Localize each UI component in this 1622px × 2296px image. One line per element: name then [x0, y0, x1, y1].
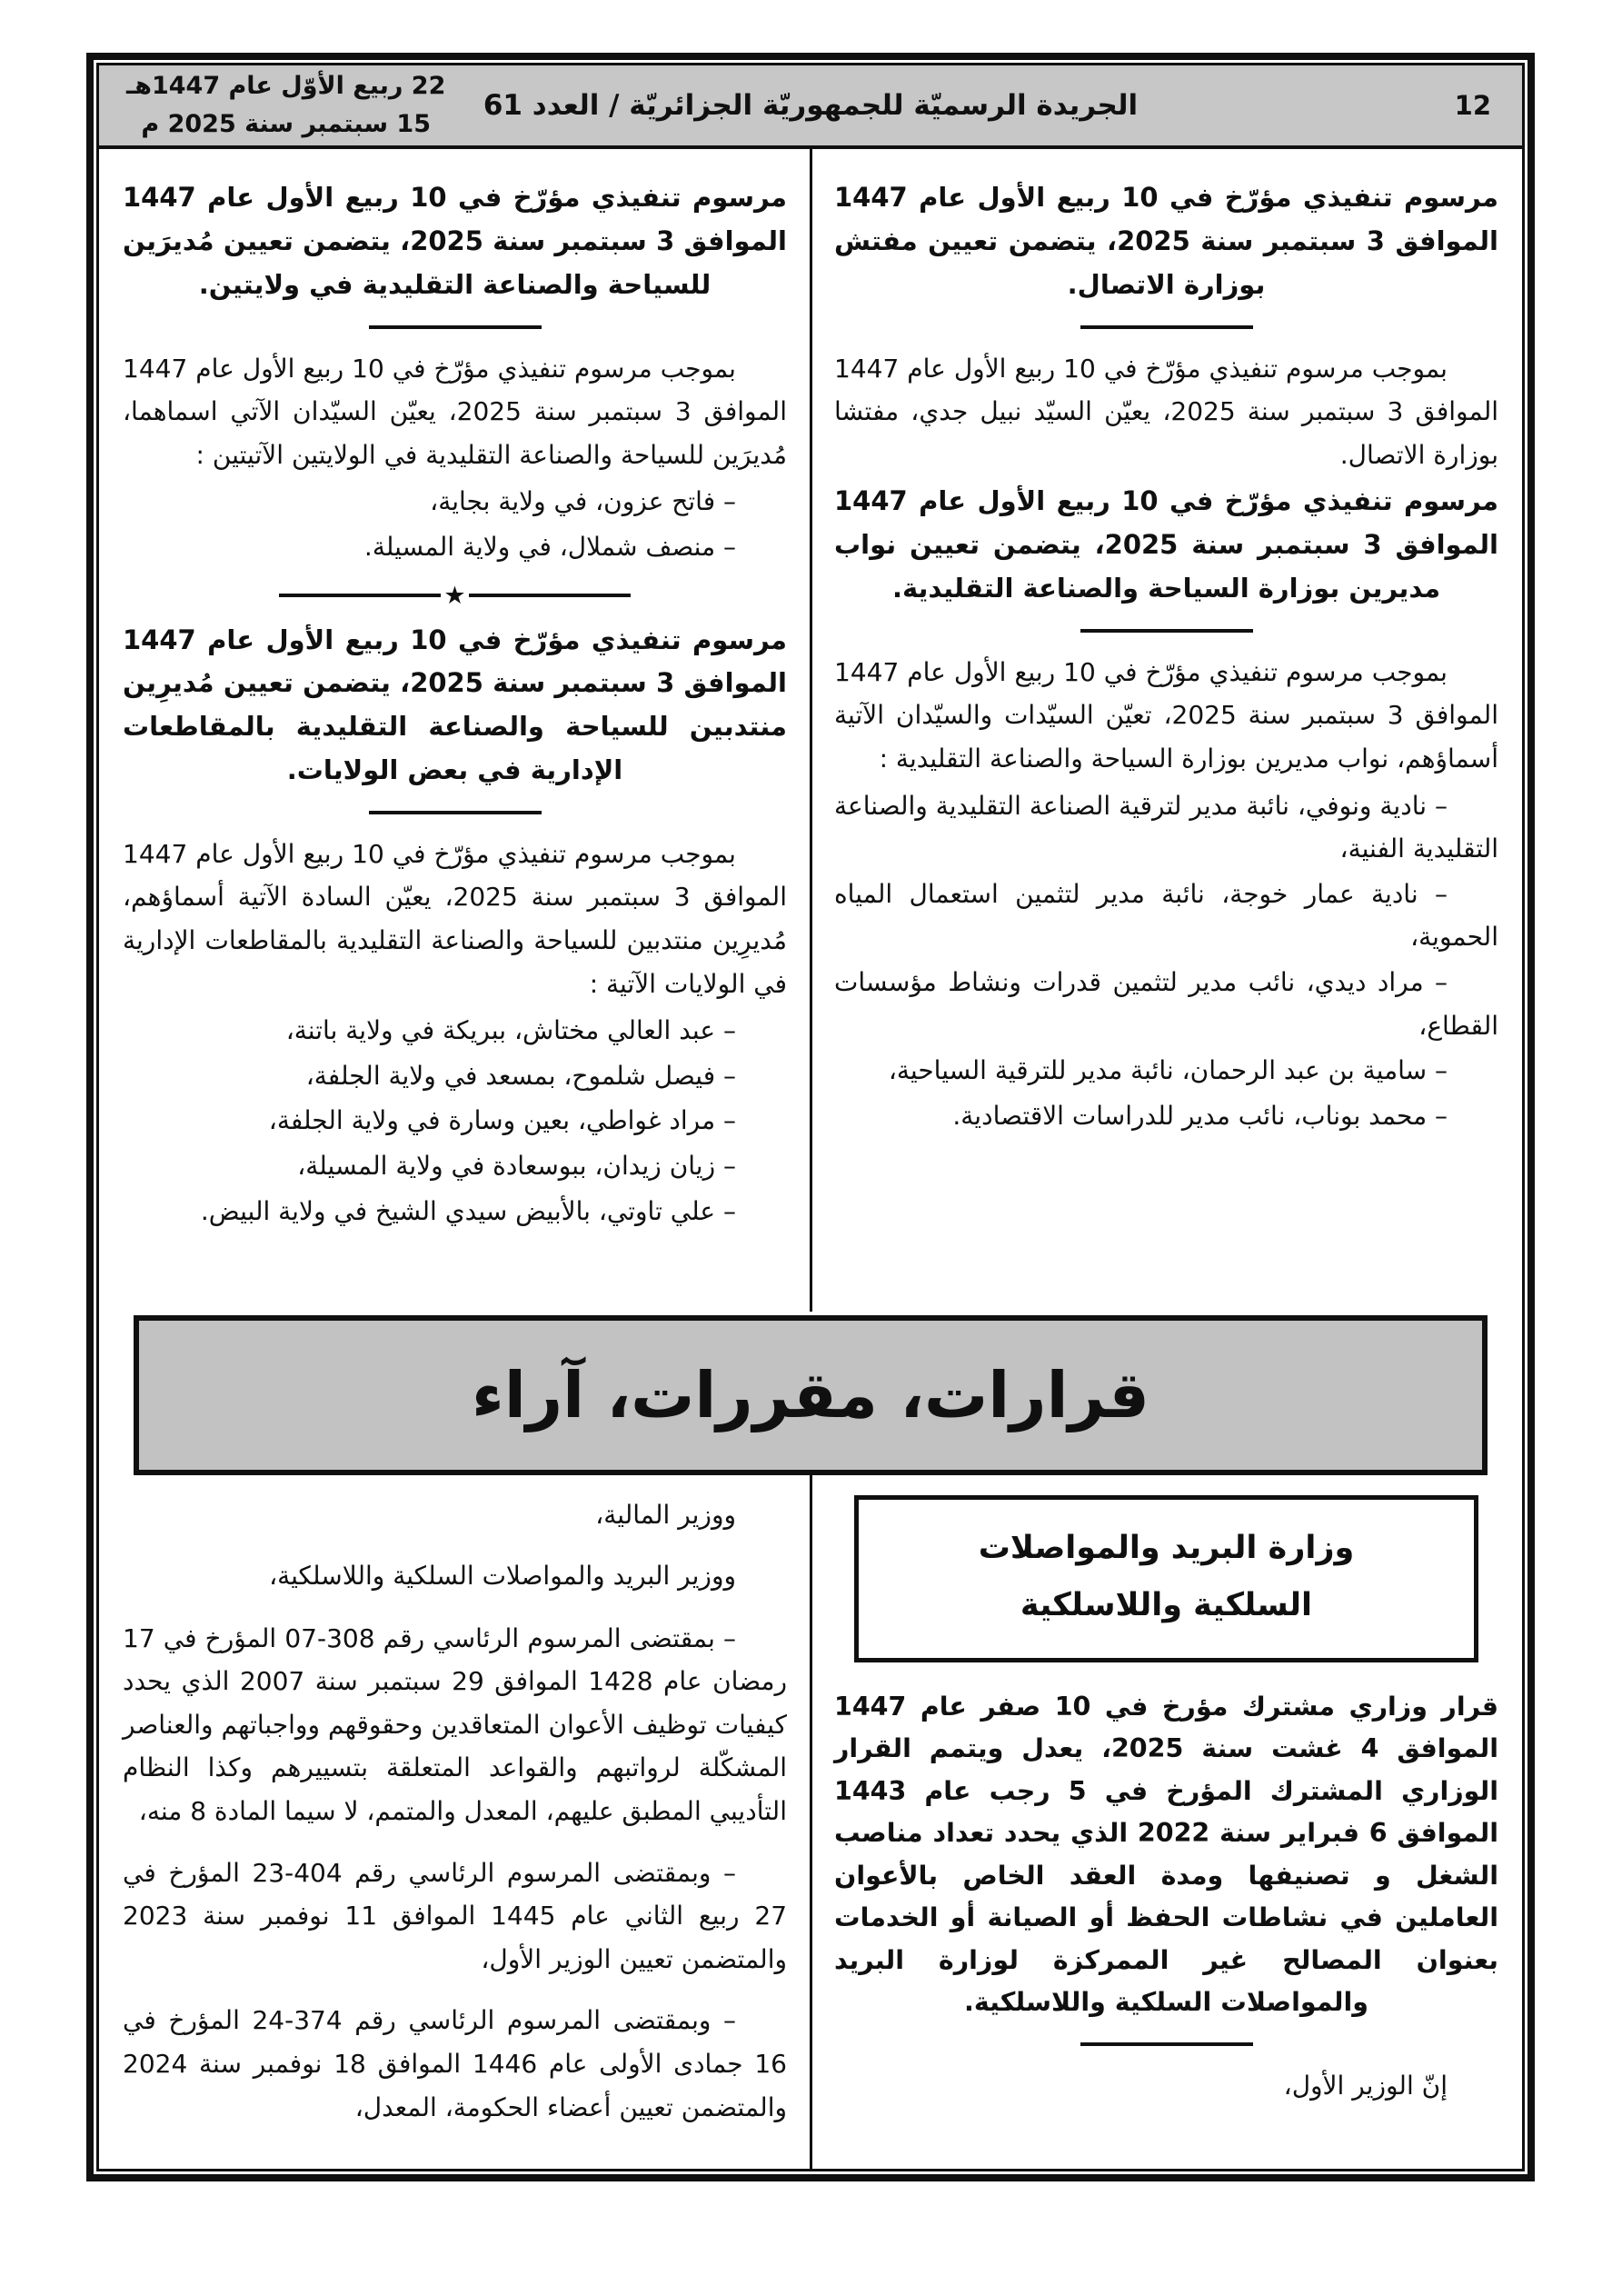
appointee-list — [123, 480, 787, 568]
star-icon: ★ — [443, 581, 466, 610]
appointee-item: – فاتح عزون، في ولاية بجاية، — [430, 486, 736, 517]
appointee-item: – منصف شملال، في ولاية المسيلة. — [363, 531, 736, 562]
section-banner — [134, 1315, 1488, 1475]
separator-bar — [279, 594, 441, 597]
column-divider — [810, 149, 812, 1312]
star-separator — [123, 581, 787, 610]
order-opening: إنّ الوزير الأول، — [1283, 2070, 1448, 2101]
page-frame — [86, 53, 1535, 2181]
ministry-name-line1: وزارة البريد والمواصلات — [978, 1530, 1355, 1566]
appointee-item: – مراد ديدي، نائب مدير لتثمين قدرات ونشاط مؤسسات القطاع، — [834, 967, 1498, 1041]
decree-title: مرسوم تنفيذي مؤرّخ في 10 ربيع الأول عام 1447 الموافق 3 سبتمبر سنة 2025، يتضمن تعيين مُديرِين منتدبين للسياحة والصناعة التقليدية بالمقاطعات الإدارية في بعض الولايات. — [123, 624, 787, 786]
masthead — [99, 65, 1522, 149]
appointee-item: – سامية بن عبد الرحمان، نائبة مدير للترقية السياحية، — [888, 1055, 1448, 1086]
column-left — [99, 1475, 811, 2169]
separator-rule — [369, 325, 542, 329]
separator-bar — [469, 594, 631, 597]
orders-section — [99, 1475, 1522, 2169]
visa-paragraph: – بمقتضى المرسوم الرئاسي رقم 308-07 المؤرخ في 17 رمضان عام 1428 الموافق 29 سبتمبر سنة 2007 الذي يحدد كيفيات توظيف الأعوان المتعاقدين وحقوقهم وواجباتهم والعناصر المشكّلة لرواتبهم والقواعد المتعلقة بتسييرهم وكذا النظام التأديبي المطبق عليهم، المعدل والمتمم، لا سيما المادة 8 منه، — [123, 1622, 787, 1826]
gregorian-date: 15 سبتمبر سنة 2025 م — [141, 110, 431, 138]
hijri-date: 22 ربيع الأوّل عام 1447هـ — [126, 72, 446, 101]
section-banner-title: قرارات، مقررات، آراء — [472, 1358, 1149, 1433]
appointee-item: – فيصل شلموح، بمسعد في ولاية الجلفة، — [305, 1060, 736, 1091]
separator-rule — [1080, 325, 1253, 329]
decree-body: بموجب مرسوم تنفيذي مؤرّخ في 10 ربيع الأول عام 1447 الموافق 3 سبتمبر سنة 2025، يعيّن السيّد نبيل جدي، مفتشا بوزارة الاتصال. — [834, 353, 1499, 470]
minister-line: ووزير البريد والمواصلات السلكية واللاسلكية، — [269, 1560, 736, 1591]
appointee-item: – مراد غواطي، بعين وسارة في ولاية الجلفة، — [268, 1105, 736, 1136]
decree-title: مرسوم تنفيذي مؤرّخ في 10 ربيع الأول عام 1447 الموافق 3 سبتمبر سنة 2025، يتضمن تعيين نواب مديرين بوزارة السياحة والصناعة التقليدية. — [834, 485, 1498, 604]
separator-rule — [1080, 629, 1253, 633]
appointee-item: – علي تاوتي، بالأبيض سيدي الشيخ في ولاية البيض. — [200, 1195, 736, 1226]
column-divider — [810, 1475, 812, 2169]
column-right — [811, 149, 1522, 1312]
separator-rule — [1080, 2042, 1253, 2046]
column-left — [99, 149, 811, 1312]
decree-title: مرسوم تنفيذي مؤرّخ في 10 ربيع الأول عام 1447 الموافق 3 سبتمبر سنة 2025، يتضمن تعيين مُديرَين للسياحة والصناعة التقليدية في ولايتين. — [123, 182, 787, 300]
decree-body: بموجب مرسوم تنفيذي مؤرّخ في 10 ربيع الأول عام 1447 الموافق 3 سبتمبر سنة 2025، يعيّن السيّدان الآتي اسماهما، مُديرَين للسياحة والصناعة التقليدية في الولايتين الآتيتين : — [123, 353, 787, 470]
appointee-list — [123, 1009, 787, 1233]
appointee-item: – نادية عمار خوجة، نائبة مدير لتثمين استعمال المياه الحموية، — [834, 878, 1498, 953]
visa-paragraph: – وبمقتضى المرسوم الرئاسي رقم 404-23 المؤرخ في 27 ربيع الثاني عام 1445 الموافق 11 نوفمبر سنة 2023 والمتضمن تعيين الوزير الأول، — [123, 1857, 788, 1974]
appointee-item: – نادية ونوفي، نائبة مدير لترقية الصناعة التقليدية والصناعة التقليدية الفنية، — [834, 790, 1498, 864]
decree-body: بموجب مرسوم تنفيذي مؤرّخ في 10 ربيع الأول عام 1447 الموافق 3 سبتمبر سنة 2025، تعيّن السيّدات والسيّدان الآتية أسماؤهم، نواب مديرين بوزارة السياحة والصناعة التقليدية : — [834, 656, 1498, 774]
page-frame-inner — [96, 63, 1525, 2171]
order-title: قرار وزاري مشترك مؤرخ في 10 صفر عام 1447 الموافق 4 غشت سنة 2025، يعدل ويتمم القرار الوزاري المشترك المؤرخ في 5 رجب عام 1443 الموافق 6 فبراير سنة 2022 الذي يحدد تعداد مناصب الشغل و تصنيفها ومدة العقد الخاص بالأعوان العاملين في نشاطات الحفظ أو الصيانة أو الخدمات بعنوان المصالح غير الممركزة لوزارة البريد والمواصلات السلكية واللاسلكية. — [834, 1692, 1498, 2018]
ministry-heading-box — [854, 1495, 1478, 1662]
column-right — [811, 1475, 1522, 2169]
separator-rule — [369, 811, 542, 814]
decrees-section — [99, 149, 1522, 1312]
decree-body: بموجب مرسوم تنفيذي مؤرّخ في 10 ربيع الأول عام 1447 الموافق 3 سبتمبر سنة 2025، يعيّن السادة الآتية أسماؤهم، مُديرِين منتدبين للسياحة والصناعة التقليدية بالمقاطعات الإدارية في الولايات الآتية : — [123, 838, 787, 999]
appointee-item: – عبد العالي مختاش، ببريكة في ولاية باتنة، — [285, 1015, 736, 1046]
appointee-item: – زيان زيدان، ببوسعادة في ولاية المسيلة، — [297, 1151, 736, 1182]
appointee-list — [834, 784, 1498, 1138]
visa-paragraph: – وبمقتضى المرسوم الرئاسي رقم 374-24 المؤرخ في 16 جمادى الأولى عام 1446 الموافق 18 نوفمبر سنة 2024 والمتضمن تعيين أعضاء الحكومة، المعدل، — [123, 2005, 787, 2122]
minister-line: ووزير المالية، — [595, 1500, 736, 1530]
page-number: 12 — [1454, 90, 1491, 121]
journal-title: الجريدة الرسميّة للجمهوريّة الجزائريّة / العدد 61 — [483, 89, 1139, 122]
appointee-item: – محمد بوناب، نائب مدير للدراسات الاقتصادية. — [952, 1100, 1448, 1131]
decree-title: مرسوم تنفيذي مؤرّخ في 10 ربيع الأول عام 1447 الموافق 3 سبتمبر سنة 2025، يتضمن تعيين مفتش بوزارة الاتصال. — [834, 182, 1498, 300]
issue-dates — [126, 67, 445, 144]
ministry-name-line2: السلكية واللاسلكية — [1020, 1587, 1313, 1623]
